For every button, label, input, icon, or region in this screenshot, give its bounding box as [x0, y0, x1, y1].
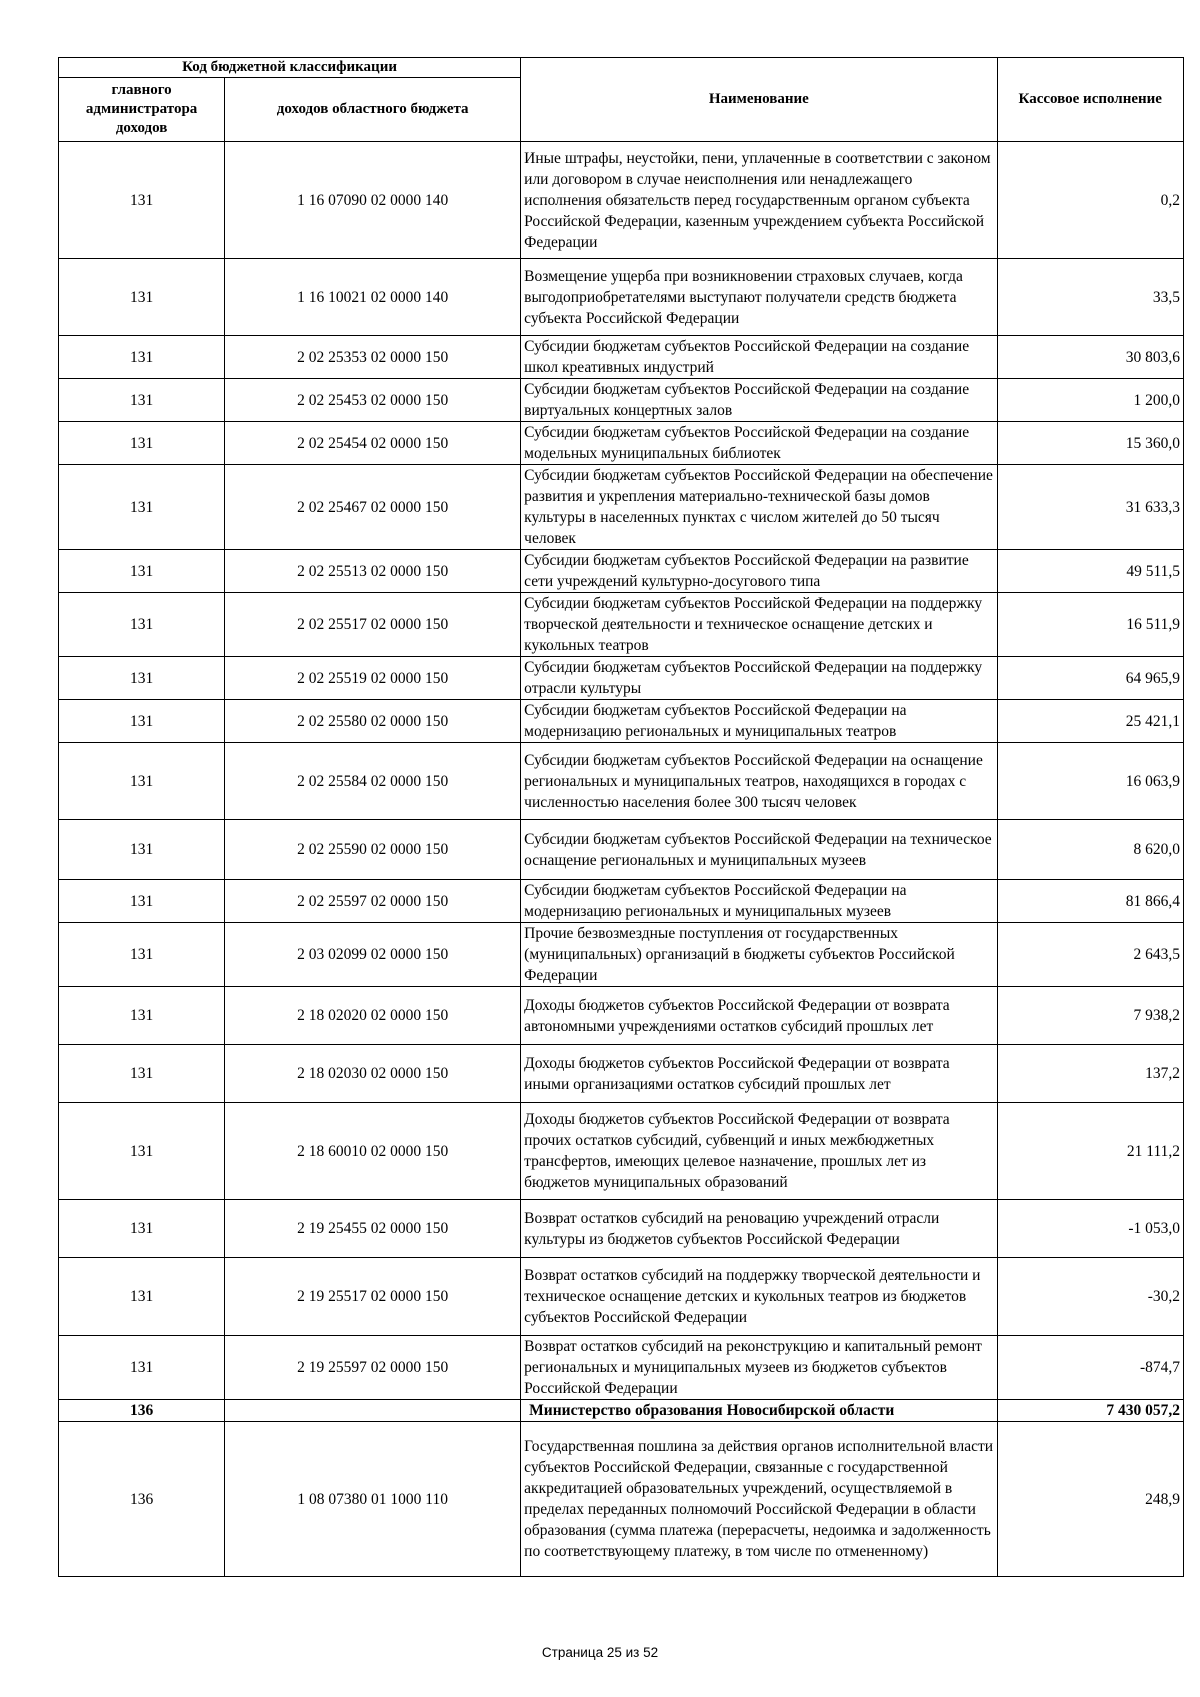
cell-name: Доходы бюджетов субъектов Российской Федерации от возврата иными организациями остатков субсидий прошлых лет — [521, 1045, 997, 1103]
table-row — [59, 1400, 1184, 1422]
cell-name: Субсидии бюджетам субъектов Российской Федерации на обеспечение развития и укрепления материально-технической базы домов культуры в населенных пунктах с числом жителей до 50 тысяч человек — [521, 465, 997, 550]
cell-admin: 131 — [59, 820, 225, 880]
table-row — [59, 700, 1184, 743]
table-row — [59, 1336, 1184, 1400]
cell-code: 2 02 25453 02 0000 150 — [225, 379, 521, 422]
cell-amount: 8 620,0 — [997, 820, 1184, 880]
cell-code: 2 02 25584 02 0000 150 — [225, 743, 521, 820]
cell-code: 2 02 25597 02 0000 150 — [225, 880, 521, 923]
cell-name: Субсидии бюджетам субъектов Российской Федерации на оснащение региональных и муниципальных театров, находящихся в городах с численностью населения более 300 тысяч человек — [521, 743, 997, 820]
cell-amount: -30,2 — [997, 1258, 1184, 1336]
table-row — [59, 259, 1184, 336]
table-body — [59, 142, 1184, 1577]
cell-amount: -1 053,0 — [997, 1200, 1184, 1258]
cell-name: Субсидии бюджетам субъектов Российской Федерации на поддержку творческой деятельности и техническое оснащение детских и кукольных театров — [521, 593, 997, 657]
cell-amount: 30 803,6 — [997, 336, 1184, 379]
table-row — [59, 1200, 1184, 1258]
cell-admin: 131 — [59, 987, 225, 1045]
cell-code: 1 16 10021 02 0000 140 — [225, 259, 521, 336]
table-row — [59, 820, 1184, 880]
cell-amount: 81 866,4 — [997, 880, 1184, 923]
table-row — [59, 379, 1184, 422]
cell-amount: 7 430 057,2 — [997, 1400, 1184, 1422]
cell-amount: 31 633,3 — [997, 465, 1184, 550]
cell-name: Субсидии бюджетам субъектов Российской Федерации на развитие сети учреждений культурно-досугового типа — [521, 550, 997, 593]
table-row — [59, 422, 1184, 465]
cell-name: Государственная пошлина за действия органов исполнительной власти субъектов Российской Федерации, связанные с государственной аккредитацией образовательных учреждений, осуществляемой в пределах переданных полномочий Российской Федерации в области образования (сумма платежа (перерасчеты, недоимка и задолженность по соответствующему платежу, в том числе по отмененному) — [521, 1422, 997, 1577]
header-budget-code-group: Код бюджетной классификации — [59, 58, 521, 78]
header-code: доходов областного бюджета — [225, 78, 521, 142]
cell-admin: 131 — [59, 700, 225, 743]
cell-admin: 131 — [59, 422, 225, 465]
cell-amount: 15 360,0 — [997, 422, 1184, 465]
table-row — [59, 550, 1184, 593]
cell-amount: 33,5 — [997, 259, 1184, 336]
cell-amount: 2 643,5 — [997, 923, 1184, 987]
cell-admin: 131 — [59, 379, 225, 422]
cell-amount: 248,9 — [997, 1422, 1184, 1577]
cell-amount: 64 965,9 — [997, 657, 1184, 700]
cell-admin: 131 — [59, 593, 225, 657]
cell-code: 1 16 07090 02 0000 140 — [225, 142, 521, 259]
cell-admin: 131 — [59, 259, 225, 336]
cell-amount: 0,2 — [997, 142, 1184, 259]
cell-admin: 131 — [59, 142, 225, 259]
cell-name: Субсидии бюджетам субъектов Российской Федерации на создание школ креативных индустрий — [521, 336, 997, 379]
cell-name: Субсидии бюджетам субъектов Российской Федерации на создание виртуальных концертных залов — [521, 379, 997, 422]
cell-amount: -874,7 — [997, 1336, 1184, 1400]
cell-amount: 137,2 — [997, 1045, 1184, 1103]
cell-name: Субсидии бюджетам субъектов Российской Федерации на модернизацию региональных и муниципальных театров — [521, 700, 997, 743]
table-row — [59, 1258, 1184, 1336]
cell-code: 1 08 07380 01 1000 110 — [225, 1422, 521, 1577]
table-row — [59, 142, 1184, 259]
cell-code — [225, 1400, 521, 1422]
table-row — [59, 593, 1184, 657]
cell-admin: 131 — [59, 880, 225, 923]
cell-code: 2 02 25517 02 0000 150 — [225, 593, 521, 657]
cell-code: 2 18 02030 02 0000 150 — [225, 1045, 521, 1103]
cell-admin: 131 — [59, 465, 225, 550]
cell-code: 2 19 25455 02 0000 150 — [225, 1200, 521, 1258]
table-row — [59, 336, 1184, 379]
cell-name: Возврат остатков субсидий на реконструкцию и капитальный ремонт региональных и муниципальных музеев из бюджетов субъектов Российской Федерации — [521, 1336, 997, 1400]
cell-amount: 7 938,2 — [997, 987, 1184, 1045]
table-row — [59, 1103, 1184, 1200]
cell-code: 2 18 60010 02 0000 150 — [225, 1103, 521, 1200]
table-row — [59, 465, 1184, 550]
header-row-group — [59, 58, 1184, 78]
table-row — [59, 923, 1184, 987]
cell-name: Возмещение ущерба при возникновении страховых случаев, когда выгодоприобретателями выступают получатели средств бюджета субъекта Российской Федерации — [521, 259, 997, 336]
table-row — [59, 880, 1184, 923]
cell-admin: 131 — [59, 1258, 225, 1336]
header-name: Наименование — [521, 58, 997, 142]
cell-code: 2 19 25517 02 0000 150 — [225, 1258, 521, 1336]
cell-code: 2 02 25519 02 0000 150 — [225, 657, 521, 700]
cell-name: Доходы бюджетов субъектов Российской Федерации от возврата автономными учреждениями остатков субсидий прошлых лет — [521, 987, 997, 1045]
cell-name: Субсидии бюджетам субъектов Российской Федерации на техническое оснащение региональных и муниципальных музеев — [521, 820, 997, 880]
cell-amount: 21 111,2 — [997, 1103, 1184, 1200]
budget-table — [58, 57, 1184, 1577]
cell-name: Субсидии бюджетам субъектов Российской Федерации на создание модельных муниципальных библиотек — [521, 422, 997, 465]
cell-amount: 49 511,5 — [997, 550, 1184, 593]
table-row — [59, 657, 1184, 700]
cell-code: 2 02 25353 02 0000 150 — [225, 336, 521, 379]
cell-admin: 131 — [59, 1103, 225, 1200]
header-admin: главного администратора доходов — [59, 78, 225, 142]
cell-code: 2 02 25513 02 0000 150 — [225, 550, 521, 593]
cell-code: 2 18 02020 02 0000 150 — [225, 987, 521, 1045]
cell-admin: 136 — [59, 1400, 225, 1422]
cell-name: Возврат остатков субсидий на поддержку творческой деятельности и техническое оснащение детских и кукольных театров из бюджетов субъектов Российской Федерации — [521, 1258, 997, 1336]
cell-code: 2 02 25454 02 0000 150 — [225, 422, 521, 465]
cell-admin: 131 — [59, 1336, 225, 1400]
cell-admin: 131 — [59, 657, 225, 700]
cell-code: 2 02 25590 02 0000 150 — [225, 820, 521, 880]
cell-amount: 1 200,0 — [997, 379, 1184, 422]
cell-admin: 131 — [59, 336, 225, 379]
cell-admin: 131 — [59, 743, 225, 820]
cell-name: Доходы бюджетов субъектов Российской Федерации от возврата прочих остатков субсидий, субвенций и иных межбюджетных трансфертов, имеющих целевое назначение, прошлых лет из бюджетов муниципальных образований — [521, 1103, 997, 1200]
cell-code: 2 03 02099 02 0000 150 — [225, 923, 521, 987]
cell-code: 2 02 25580 02 0000 150 — [225, 700, 521, 743]
cell-name: Возврат остатков субсидий на реновацию учреждений отрасли культуры из бюджетов субъектов Российской Федерации — [521, 1200, 997, 1258]
page-footer: Страница 25 из 52 — [541, 1645, 659, 1660]
cell-admin: 131 — [59, 1200, 225, 1258]
cell-admin: 136 — [59, 1422, 225, 1577]
cell-name: Министерство образования Новосибирской области — [521, 1400, 997, 1422]
cell-code: 2 02 25467 02 0000 150 — [225, 465, 521, 550]
cell-amount: 25 421,1 — [997, 700, 1184, 743]
cell-name: Субсидии бюджетам субъектов Российской Федерации на поддержку отрасли культуры — [521, 657, 997, 700]
cell-admin: 131 — [59, 923, 225, 987]
cell-name: Прочие безвозмездные поступления от государственных (муниципальных) организаций в бюджеты субъектов Российской Федерации — [521, 923, 997, 987]
table-row — [59, 743, 1184, 820]
cell-name: Иные штрафы, неустойки, пени, уплаченные в соответствии с законом или договором в случае неисполнения или ненадлежащего исполнения обязательств перед государственным органом субъекта Российской Федерации, казенным учреждением субъекта Российской Федерации — [521, 142, 997, 259]
cell-name: Субсидии бюджетам субъектов Российской Федерации на модернизацию региональных и муниципальных музеев — [521, 880, 997, 923]
header-amount: Кассовое исполнение — [997, 58, 1184, 142]
cell-code: 2 19 25597 02 0000 150 — [225, 1336, 521, 1400]
cell-amount: 16 511,9 — [997, 593, 1184, 657]
table-row — [59, 1045, 1184, 1103]
table-row — [59, 1422, 1184, 1577]
cell-amount: 16 063,9 — [997, 743, 1184, 820]
cell-admin: 131 — [59, 1045, 225, 1103]
cell-admin: 131 — [59, 550, 225, 593]
table-row — [59, 987, 1184, 1045]
